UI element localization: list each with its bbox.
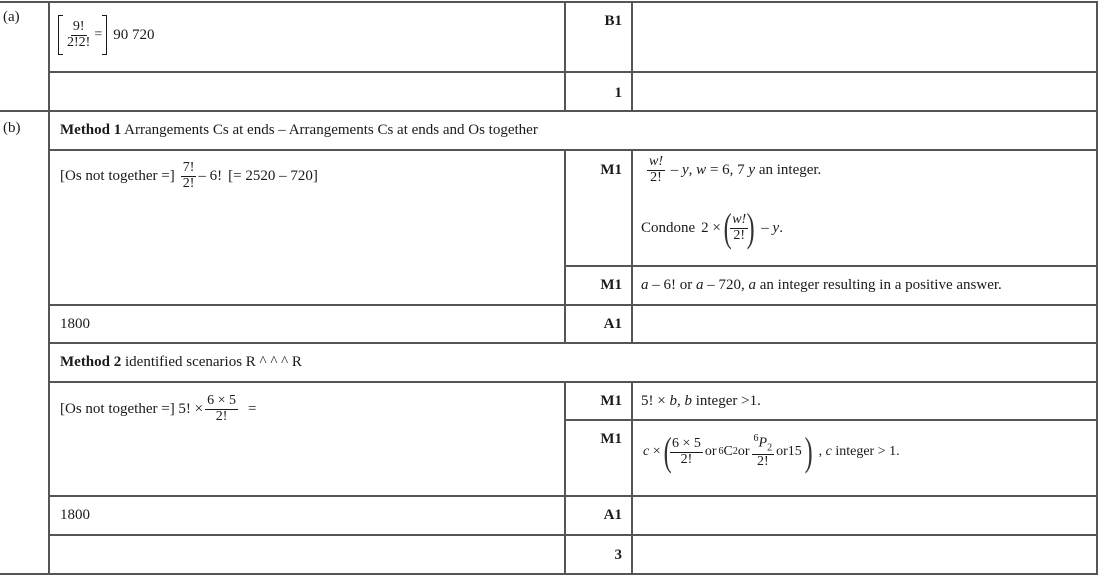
rule-right bbox=[1096, 1, 1098, 575]
fraction-7-over-2: $\frac{7!}{2!}$ bbox=[182, 160, 195, 191]
rule-m2-work bbox=[49, 381, 1098, 383]
method1-mark-m1-first: M1 bbox=[600, 162, 622, 178]
rule-col4-m2 bbox=[631, 381, 633, 575]
bracket-left bbox=[58, 15, 63, 55]
rule-total bbox=[49, 534, 1098, 536]
rule-a-mid bbox=[49, 71, 1098, 73]
rule-col3-a bbox=[564, 1, 566, 112]
rule-col1 bbox=[48, 1, 50, 575]
method2-mark-m1-first: M1 bbox=[600, 393, 622, 409]
part-b-label: (b) bbox=[3, 120, 21, 136]
rule-m2-ans bbox=[49, 495, 1098, 497]
part-a-answer: 90 720 bbox=[113, 26, 155, 43]
part-a-label: (a) bbox=[3, 9, 20, 25]
method1-mark-a1: A1 bbox=[603, 316, 622, 332]
method2-mark-m1-second: M1 bbox=[600, 431, 622, 447]
method1-answer: 1800 bbox=[60, 316, 90, 332]
method1-mark-m1-second: M1 bbox=[600, 277, 622, 293]
fraction-9-factorial: $\frac{9!}{2!2!}$ bbox=[67, 18, 91, 50]
rule-m1-ans bbox=[49, 304, 1098, 306]
part-a-total: 1 bbox=[614, 85, 622, 101]
method1-heading: Method 1 Arrangements Cs at ends – Arrangements Cs at ends and Os together bbox=[60, 122, 538, 138]
bracket-right bbox=[102, 15, 107, 55]
rule-a-b bbox=[0, 110, 1098, 112]
method1-note1: $\frac{w!}{2!}$ – y , w = 6, 7 y an integer. bbox=[649, 154, 822, 185]
rule-col4-m1 bbox=[631, 149, 633, 344]
method2-note2: c × ( $\frac{6 \times 5}{2!}$ or 6 C 2 or $\frac{^6P_2}{2!}$ or15 ) , c integer > 1. bbox=[643, 429, 900, 474]
part-a-working: $\frac{9!}{2!2!}$ = 90 720 bbox=[58, 15, 154, 55]
method1-condone: Condone 2 × ( $\frac{w!}{2!}$ ) – y . bbox=[641, 205, 783, 250]
method2-note1: 5! × b, b integer >1. bbox=[641, 393, 761, 409]
rule-m1-sub bbox=[565, 265, 1098, 267]
method1-note2: a – 6! or a – 720, a an integer resulting in a positive answer. bbox=[641, 277, 1002, 293]
method2-mark-a1: A1 bbox=[603, 507, 622, 523]
rule-m2-head bbox=[49, 342, 1098, 344]
fraction-6x5-over-2: $\frac{6 \times 5}{2!}$ bbox=[207, 393, 237, 424]
rule-bottom bbox=[0, 573, 1098, 575]
mark-b1: B1 bbox=[604, 13, 622, 29]
rule-m2-sub bbox=[565, 419, 1098, 421]
method2-heading: Method 2 identified scenarios R ^ ^ ^ R bbox=[60, 354, 302, 370]
rule-m1-head bbox=[49, 149, 1098, 151]
rule-top bbox=[0, 1, 1098, 3]
method1-working: [Os not together =] $\frac{7!}{2!}$ – 6! [= 2520 – 720] bbox=[60, 160, 318, 191]
method2-working: [Os not together =] 5! × $\frac{6 \times 5}{2!}$ = bbox=[60, 393, 257, 424]
rule-col4-a bbox=[631, 1, 633, 112]
rule-col3-m2 bbox=[564, 381, 566, 575]
method2-answer: 1800 bbox=[60, 507, 90, 523]
part-b-total: 3 bbox=[614, 547, 622, 563]
rule-col3-m1 bbox=[564, 149, 566, 344]
